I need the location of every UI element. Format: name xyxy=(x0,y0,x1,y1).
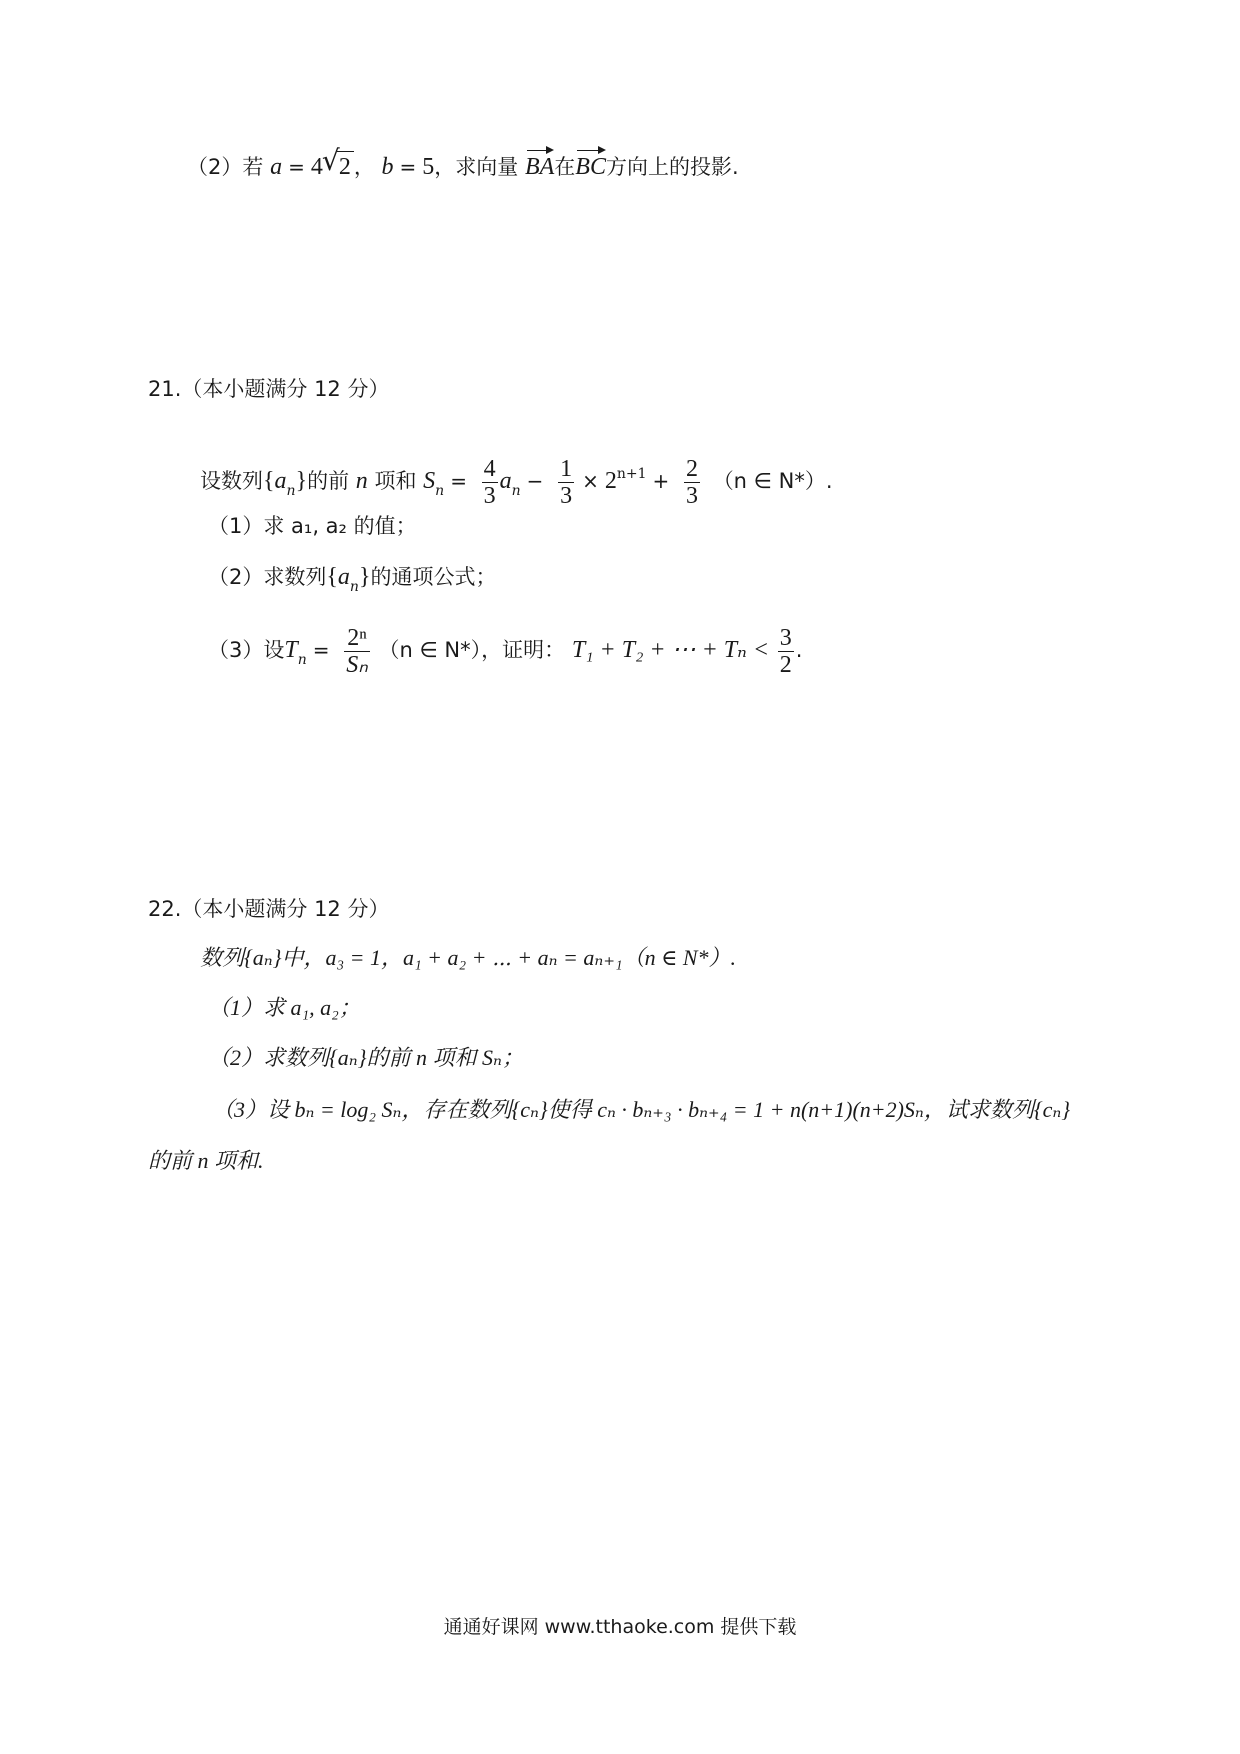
p22-heading: 22.（本小题满分 12 分） xyxy=(148,897,390,921)
fraction-2-3: $\frac{2}{3}$ xyxy=(686,456,698,509)
p21-stem: 设数列$\{a_n\}$的前 n 项和 $S_n$ = $\frac{4}{3}$ $a_n$ − $\frac{1}{3}$ × $2^{n+1}$ + $\frac{2}{3}$ （n ∈ N*）. xyxy=(200,456,833,509)
vector-bc: BC xyxy=(575,146,606,182)
p20-part2: （2）若 a = 4√ 2 ， b = 5，求向量 BA在BC方向上的投影. xyxy=(187,146,739,182)
fraction-3-2: $\frac{3}{2}$ xyxy=(779,625,792,678)
footer-source: 通通好课网 www.tthaoke.com 提供下载 xyxy=(443,1616,797,1638)
p22-q3-cont: 的前 n 项和. xyxy=(148,1148,264,1173)
fraction-1-3: $\frac{1}{3}$ xyxy=(560,456,573,509)
p22-q3: （3）设 bₙ = log₂ Sₙ，存在数列{cₙ}使得 cₙ · bₙ₊₃ · bₙ₊₄ = 1 + n(n+1)(n+2)Sₙ，试求数列{cₙ} xyxy=(212,1097,1071,1122)
fraction-2n-sn: $\frac{\text{2ⁿ}}{\text{Sₙ}}$ xyxy=(346,625,368,678)
p22-q2: （2）求数列{aₙ}的前 n 项和 Sₙ； xyxy=(208,1045,524,1070)
p21-heading: 21.（本小题满分 12 分） xyxy=(148,377,390,401)
p21-q3: （3）设$T_n$ = $\frac{\text{2ⁿ}}{\text{Sₙ}}$ （n ∈ N*），证明： T₁ + T₂ + ⋯ + Tₙ < $\frac{3}{2}$ . xyxy=(208,625,803,678)
vector-ba: BA xyxy=(525,146,554,182)
p22-q1: （1）求 a₁, a₂； xyxy=(208,995,361,1020)
p20-part2-label: （2）若 xyxy=(187,155,264,179)
p22-stem: 数列{aₙ}中，a₃ = 1，a₁ + a₂ + ⋯ + aₙ = aₙ₊₁（n ∈ N*）. xyxy=(200,945,737,970)
p21-q1: （1）求 a₁, a₂ 的值； xyxy=(208,514,417,538)
p21-q2: （2）求数列$\{a_n\}$的通项公式； xyxy=(208,564,497,595)
fraction-4-3: $\frac{4}{3}$ xyxy=(483,456,496,509)
sqrt-symbol: √ 2 xyxy=(337,151,354,182)
